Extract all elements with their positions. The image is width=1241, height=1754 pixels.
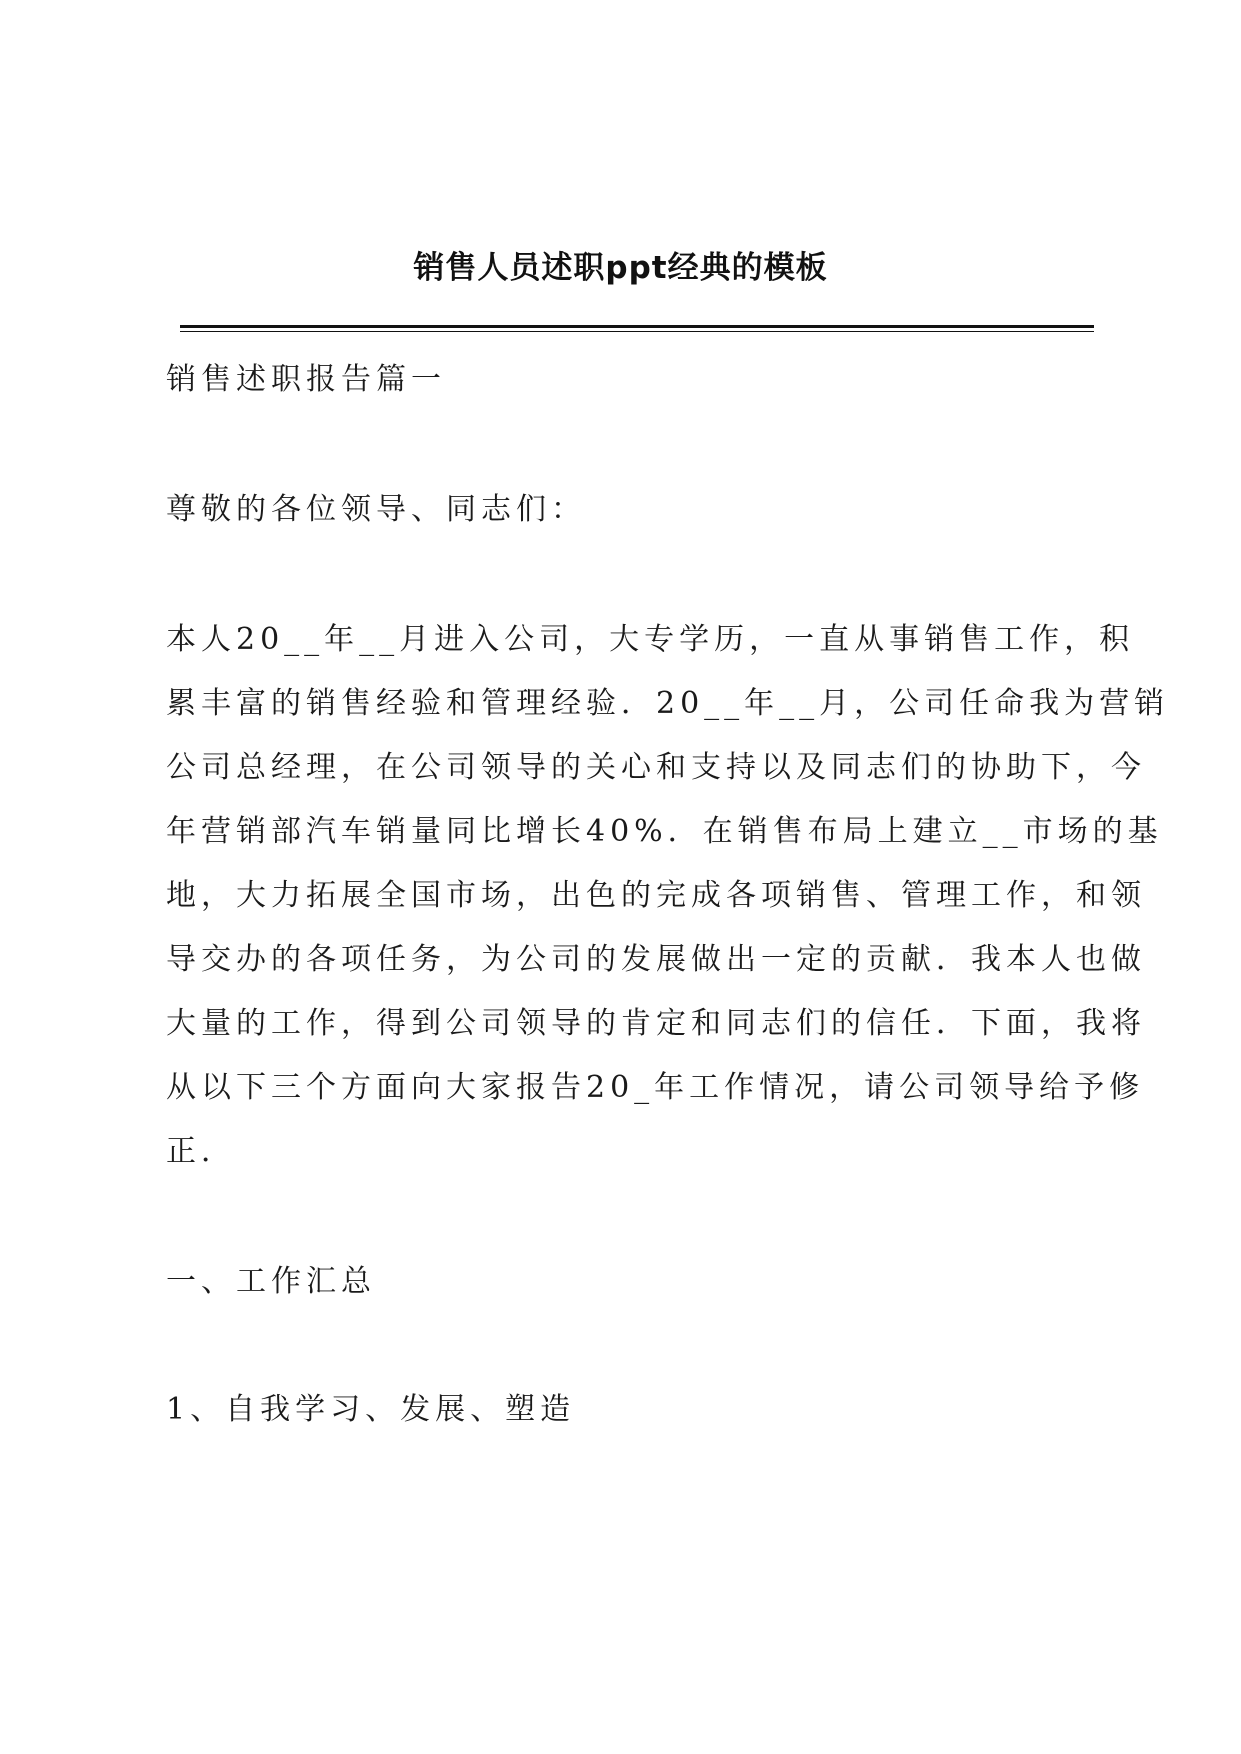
title-divider-thin [180,331,1094,332]
body-line: 年营销部汽车销量同比增长40%．在销售布局上建立__市场的基 [166,814,1163,849]
body-line: 从以下三个方面向大家报告20_年工作情况，请公司领导给予修 [166,1070,1145,1105]
document-title: 销售人员述职ppt经典的模板 [413,250,828,286]
body-line: 正． [166,1134,236,1169]
title-divider-thick [180,325,1094,328]
body-line: 本人20__年__月进入公司，大专学历，一直从事销售工作，积 [166,622,1135,657]
body-paragraph [166,620,1170,1196]
body-line: 大量的工作，得到公司领导的肯定和同志们的信任．下面，我将 [166,1006,1146,1041]
body-line: 地，大力拓展全国市场，出色的完成各项销售、管理工作，和领 [166,878,1146,913]
body-line: 公司总经理，在公司领导的关心和支持以及同志们的协助下，今 [166,750,1146,785]
section-heading: 销售述职报告篇一 [166,362,446,397]
heading-work-summary: 一、工作汇总 [166,1264,376,1299]
subheading-self-learning: 1、自我学习、发展、塑造 [166,1392,576,1427]
body-line: 累丰富的销售经验和管理经验．20__年__月，公司任命我为营销 [166,686,1170,721]
body-line: 导交办的各项任务，为公司的发展做出一定的贡献．我本人也做 [166,942,1146,977]
salutation: 尊敬的各位领导、同志们： [166,492,586,527]
